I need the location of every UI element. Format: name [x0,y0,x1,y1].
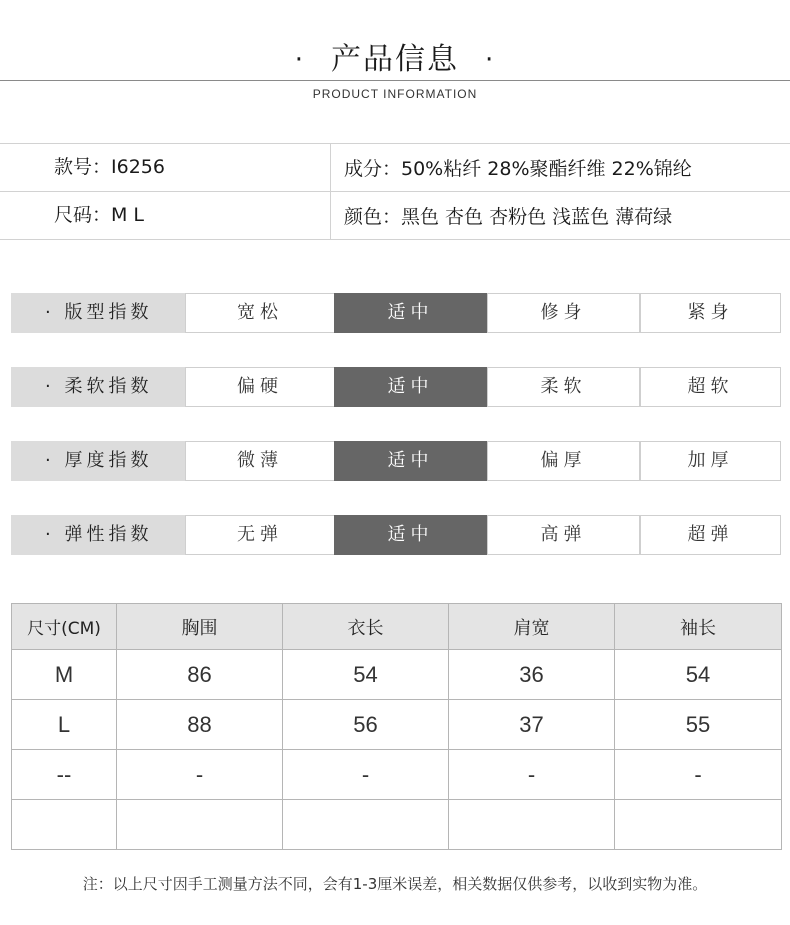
size-column-header: 尺寸(CM) [12,604,117,650]
table-row [12,750,782,800]
index-row [11,441,781,481]
table-cell [12,800,117,850]
index-option: 柔软 [487,367,640,407]
table-cell: -- [12,750,117,800]
table-row [12,700,782,750]
table-cell: L [12,700,117,750]
table-cell: 88 [117,700,283,750]
measurement-note: 注：以上尺寸因手工测量方法不同，会有1-3厘米误差，相关数据仅供参考，以收到实物为准。 [82,875,708,893]
info-vertical-divider [330,143,331,239]
page-title [0,38,790,82]
composition: 成分：50%粘纤 28%聚酯纤维 22%锦纶 [344,158,692,180]
index-option-selected: 适中 [334,293,487,333]
index-label: · 厚度指数 [11,441,185,481]
product-info-grid [0,143,790,239]
index-option: 紧身 [640,293,781,333]
table-cell [449,800,615,850]
table-cell [283,800,449,850]
index-option-selected: 适中 [334,367,487,407]
index-option: 超弹 [640,515,781,555]
index-option: 超软 [640,367,781,407]
length-column-header: 衣长 [283,604,449,650]
size-chart [11,603,782,850]
table-cell: 36 [449,650,615,700]
index-option: 高弹 [487,515,640,555]
title-dot-right: · [485,45,496,75]
table-cell: M [12,650,117,700]
table-cell: - [449,750,615,800]
table-cell: - [615,750,782,800]
chest-column-header: 胸围 [117,604,283,650]
table-cell: 86 [117,650,283,700]
index-option: 修身 [487,293,640,333]
sleeve-column-header: 袖长 [615,604,782,650]
index-label: · 弹性指数 [11,515,185,555]
index-option: 偏厚 [487,441,640,481]
table-row [12,800,782,850]
table-cell: 54 [615,650,782,700]
title-text: 产品信息 [331,42,459,77]
size-options: 尺码：M L [54,204,145,226]
page-subtitle: PRODUCT INFORMATION [312,87,478,101]
index-label: · 柔软指数 [11,367,185,407]
title-dot-left: · [294,45,305,75]
index-option: 加厚 [640,441,781,481]
table-cell: - [117,750,283,800]
style-number: 款号：I6256 [54,156,165,178]
table-cell: 55 [615,700,782,750]
table-cell [615,800,782,850]
index-option: 无弹 [185,515,335,555]
table-cell [117,800,283,850]
table-row [12,650,782,700]
color-options: 颜色：黑色 杏色 杏粉色 浅蓝色 薄荷绿 [344,206,673,228]
table-cell: 54 [283,650,449,700]
index-row [11,293,781,333]
index-label: · 版型指数 [11,293,185,333]
index-option-selected: 适中 [334,515,487,555]
index-option: 宽松 [185,293,335,333]
index-option: 微薄 [185,441,335,481]
title-divider [0,80,790,81]
table-cell: 56 [283,700,449,750]
table-cell: 37 [449,700,615,750]
index-row [11,515,781,555]
size-chart-header-row [12,604,782,650]
index-row [11,367,781,407]
index-option-selected: 适中 [334,441,487,481]
index-option: 偏硬 [185,367,335,407]
shoulder-column-header: 肩宽 [449,604,615,650]
table-cell: - [283,750,449,800]
